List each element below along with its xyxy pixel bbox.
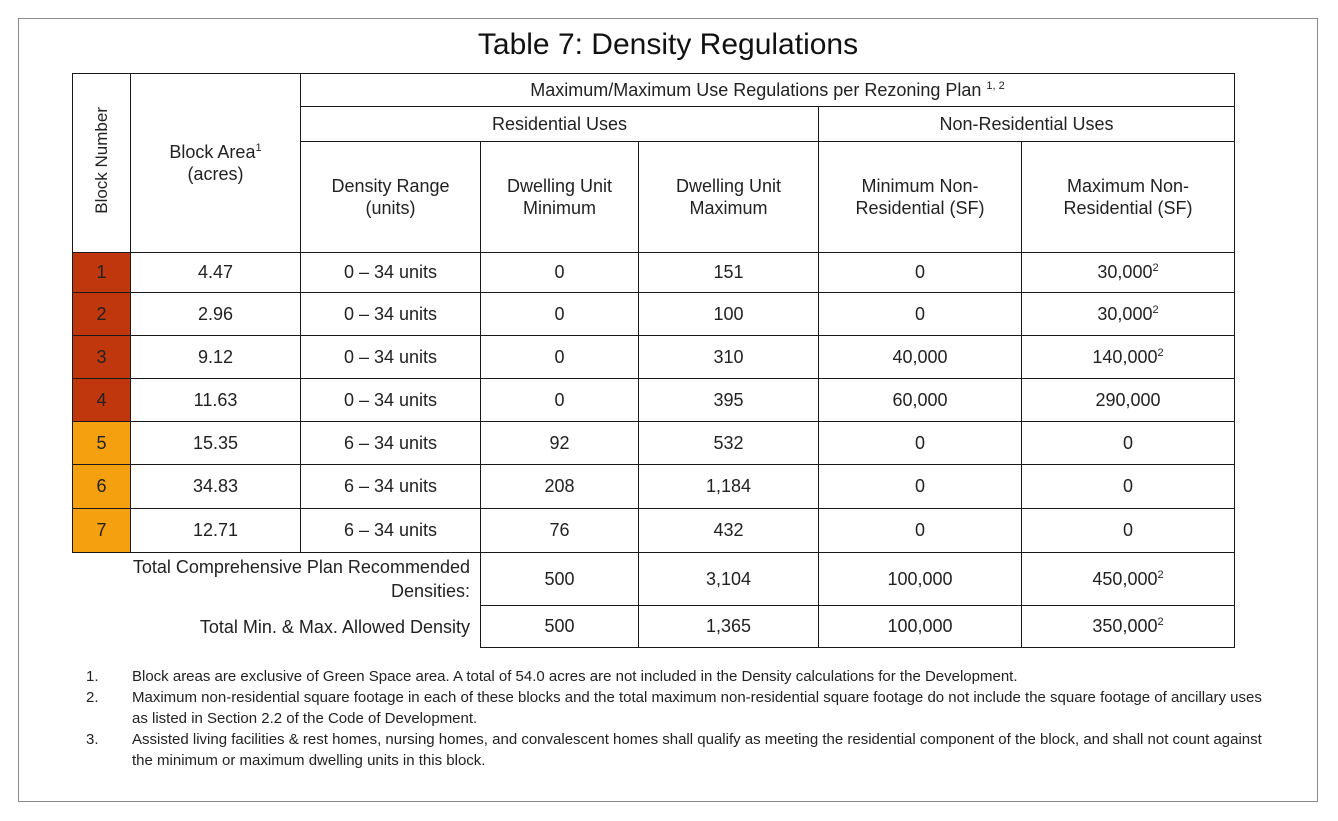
header-du-max: Dwelling Unit Maximum: [639, 142, 819, 253]
du-min-cell: 0: [481, 253, 639, 293]
header-density-range: Density Range (units): [301, 142, 481, 253]
block-number-cell: 4: [73, 379, 131, 422]
block-number-cell: 7: [73, 509, 131, 553]
table-row: [73, 253, 1235, 293]
nonres-min-cell: 0: [819, 253, 1022, 293]
totals-comprehensive-row: [73, 553, 1235, 606]
du-max-cell: 151: [639, 253, 819, 293]
table-row: [73, 509, 1235, 553]
footnote-number: 3.: [86, 731, 99, 748]
table-title: Table 7: Density Regulations: [477, 28, 859, 61]
block-number-cell: 2: [73, 293, 131, 336]
totals-allowed-row: [73, 606, 1235, 648]
block-area-cell: 9.12: [131, 336, 301, 379]
nonres-min-cell: 0: [819, 465, 1022, 509]
du-max-cell: 100: [639, 293, 819, 336]
du-max-cell: 310: [639, 336, 819, 379]
table-row: [73, 422, 1235, 465]
nonres-min-cell: 0: [819, 293, 1022, 336]
du-min-cell: 0: [481, 293, 639, 336]
du-min-cell: 76: [481, 509, 639, 553]
density-range-cell: 0 – 34 units: [301, 253, 481, 293]
block-number-cell: 3: [73, 336, 131, 379]
du-min-cell: 0: [481, 336, 639, 379]
footnote-text: Maximum non-residential square footage in each of these blocks and the total maximum non-residential square footage do not include the square footage of ancillary uses as listed in Section 2.2 of the Code of Development.: [132, 689, 1262, 727]
du-max-cell: 395: [639, 379, 819, 422]
table-row: [73, 336, 1235, 379]
block-number-cell: 6: [73, 465, 131, 509]
block-area-cell: 34.83: [131, 465, 301, 509]
du-min-cell: 208: [481, 465, 639, 509]
totals-allowed-label: Total Min. & Max. Allowed Density: [73, 606, 481, 648]
footnote-text: Block areas are exclusive of Green Space area. A total of 54.0 acres are not included in the Density calculations for the Development.: [132, 668, 1018, 685]
total-comp-nonres-max: 450,000$^2$: [1022, 553, 1235, 606]
total-comp-du-max: 3,104: [639, 553, 819, 606]
header-nonresidential: Non-Residential Uses: [819, 107, 1235, 142]
nonres-max-cell: 140,000$^2$: [1022, 336, 1235, 379]
du-min-cell: 92: [481, 422, 639, 465]
total-allowed-nonres-min: 100,000: [819, 606, 1022, 648]
header-super: Maximum/Maximum Use Regulations per Rezoning Plan $^{1, 2}$: [301, 74, 1235, 107]
density-range-cell: 6 – 34 units: [301, 422, 481, 465]
block-area-cell: 11.63: [131, 379, 301, 422]
footnote-number: 2.: [86, 689, 99, 706]
footnote-item: [86, 666, 1266, 687]
density-range-cell: 0 – 34 units: [301, 379, 481, 422]
header-block-area: Block Area$^1$ (acres): [131, 74, 301, 253]
density-range-cell: 6 – 34 units: [301, 509, 481, 553]
footnote-item: [86, 687, 1266, 729]
footnote-item: [86, 729, 1266, 771]
total-allowed-nonres-max: 350,000$^2$: [1022, 606, 1235, 648]
total-comp-nonres-min: 100,000: [819, 553, 1022, 606]
header-residential: Residential Uses: [301, 107, 819, 142]
nonres-max-cell: 30,000$^2$: [1022, 253, 1235, 293]
total-allowed-du-min: 500: [481, 606, 639, 648]
du-max-cell: 432: [639, 509, 819, 553]
nonres-max-cell: 30,000$^2$: [1022, 293, 1235, 336]
footnote-number: 1.: [86, 668, 99, 685]
du-max-cell: 1,184: [639, 465, 819, 509]
header-du-min: Dwelling Unit Minimum: [481, 142, 639, 253]
nonres-min-cell: 0: [819, 422, 1022, 465]
density-range-cell: 0 – 34 units: [301, 293, 481, 336]
block-number-cell: 5: [73, 422, 131, 465]
density-range-cell: 0 – 34 units: [301, 336, 481, 379]
table-row: [73, 379, 1235, 422]
density-table: [72, 73, 1235, 648]
nonres-min-cell: 60,000: [819, 379, 1022, 422]
block-area-cell: 15.35: [131, 422, 301, 465]
header-min-nonres: Minimum Non- Residential (SF): [819, 142, 1022, 253]
du-min-cell: 0: [481, 379, 639, 422]
block-area-cell: 12.71: [131, 509, 301, 553]
nonres-max-cell: 0: [1022, 422, 1235, 465]
block-number-cell: 1: [73, 253, 131, 293]
nonres-max-cell: 290,000: [1022, 379, 1235, 422]
footnotes: [86, 666, 1266, 771]
header-max-nonres: Maximum Non- Residential (SF): [1022, 142, 1235, 253]
total-comp-du-min: 500: [481, 553, 639, 606]
density-range-cell: 6 – 34 units: [301, 465, 481, 509]
nonres-min-cell: 0: [819, 509, 1022, 553]
header-block-number: Block Number: [73, 74, 131, 253]
nonres-max-cell: 0: [1022, 509, 1235, 553]
totals-comprehensive-label: Total Comprehensive Plan Recommended Densities:: [73, 553, 481, 606]
nonres-min-cell: 40,000: [819, 336, 1022, 379]
total-allowed-du-max: 1,365: [639, 606, 819, 648]
du-max-cell: 532: [639, 422, 819, 465]
table-row: [73, 293, 1235, 336]
block-area-cell: 4.47: [131, 253, 301, 293]
footnote-text: Assisted living facilities & rest homes, nursing homes, and convalescent homes shall qualify as meeting the residential component of the block, and shall not count against the minimum or maximum dwelling units in this block.: [132, 731, 1262, 769]
block-area-cell: 2.96: [131, 293, 301, 336]
table-row: [73, 465, 1235, 509]
nonres-max-cell: 0: [1022, 465, 1235, 509]
